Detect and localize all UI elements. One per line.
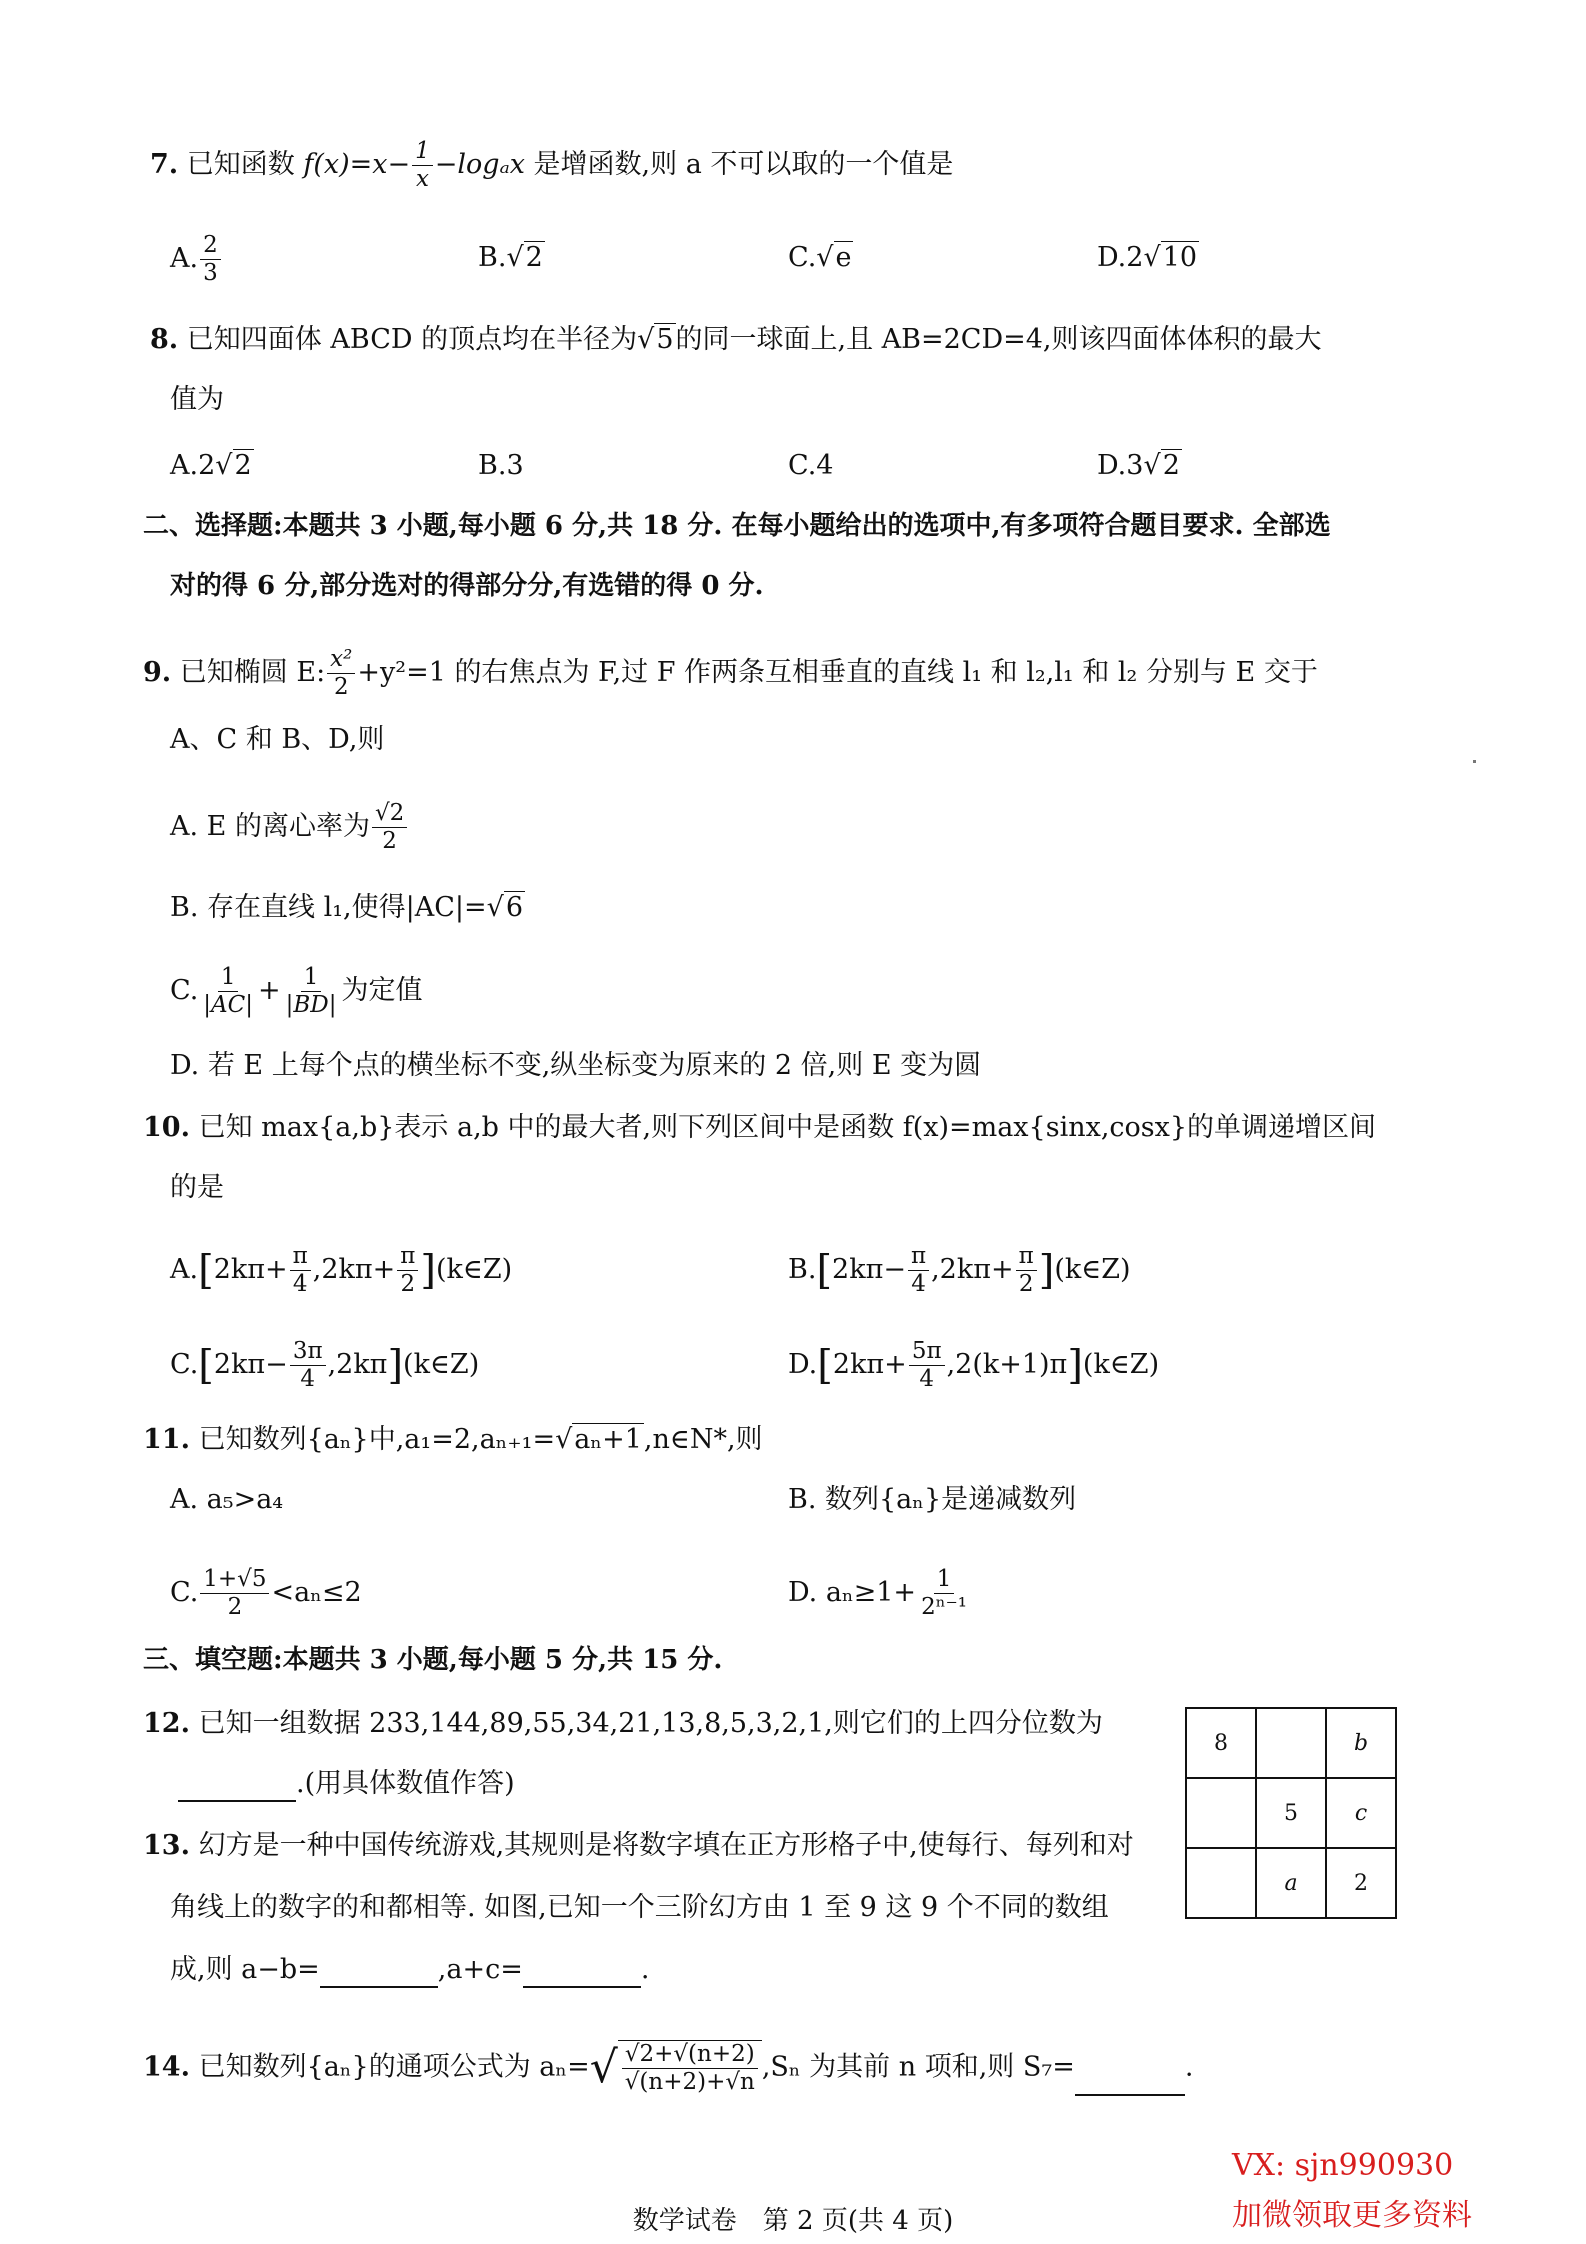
fraction bbox=[283, 964, 340, 1019]
section-heading: 二、选择题:本题共 3 小题,每小题 6 分,共 18 分. 在每小题给出的选项中,有多项符合题目要求. 全部选 bbox=[143, 511, 1331, 541]
math-expression: 2kπ+ bbox=[832, 1349, 907, 1380]
right-bracket: ] bbox=[1038, 1247, 1055, 1294]
grid-cell bbox=[1256, 1708, 1326, 1778]
grid-row bbox=[1186, 1708, 1396, 1778]
option-label: D. bbox=[788, 1349, 818, 1380]
denominator: 4 bbox=[919, 1366, 934, 1392]
fraction bbox=[397, 1243, 418, 1298]
radicand: 5 bbox=[656, 324, 674, 355]
answer-blank[interactable] bbox=[178, 1772, 296, 1802]
radicand: e bbox=[835, 242, 852, 273]
question-text: ,Sₙ 为其前 n 项和,则 S₇= bbox=[761, 2051, 1075, 2083]
question-10-line-2: 的是 bbox=[170, 1172, 224, 1203]
math-expression: −logₐx bbox=[434, 149, 525, 180]
question-text: . bbox=[1184, 2051, 1194, 2083]
question-12-line-2 bbox=[178, 1766, 515, 1802]
option-label: A. bbox=[170, 243, 199, 274]
denominator: |BD| bbox=[285, 992, 337, 1018]
option-label: D. bbox=[1097, 242, 1127, 273]
square-root: √aₙ+1 bbox=[555, 1424, 642, 1455]
question-text: 已知一组数据 233,144,89,55,34,21,13,8,5,3,2,1,则它们的上四分位数为 bbox=[198, 1708, 1103, 1739]
numerator: 1+√5 bbox=[200, 1566, 269, 1594]
numerator: 1 bbox=[218, 964, 239, 992]
denominator: 2 bbox=[400, 1271, 416, 1297]
option-label: D. bbox=[1097, 450, 1127, 481]
grid-cell: c bbox=[1326, 1778, 1396, 1848]
question-9-line-2: A、C 和 B、D,则 bbox=[170, 724, 385, 755]
numerator: π bbox=[1016, 1243, 1037, 1271]
option-d bbox=[788, 1566, 972, 1621]
math-expression: 2kπ+ bbox=[213, 1254, 288, 1285]
numerator: 5π bbox=[909, 1338, 945, 1366]
fraction bbox=[200, 1566, 269, 1621]
fraction bbox=[200, 964, 256, 1019]
section-heading: 三、填空题:本题共 3 小题,每小题 5 分,共 15 分. bbox=[143, 1645, 723, 1675]
math-expression: ,2kπ+ bbox=[312, 1254, 396, 1285]
grid-cell: 2 bbox=[1326, 1848, 1396, 1918]
math-expression: ,2kπ bbox=[327, 1349, 388, 1380]
denominator: 4 bbox=[292, 1271, 308, 1297]
numerator: π bbox=[397, 1243, 418, 1271]
grid-row bbox=[1186, 1778, 1396, 1848]
option-label: B. bbox=[478, 242, 507, 273]
option-a bbox=[170, 800, 409, 855]
option-c bbox=[170, 1338, 479, 1393]
denominator: x bbox=[415, 166, 429, 192]
square-root: √6 bbox=[486, 892, 524, 923]
denominator: 4 bbox=[911, 1271, 926, 1297]
question-text: ,a+c= bbox=[437, 1954, 523, 1985]
question-text: 已知函数 bbox=[186, 149, 295, 180]
question-text: +y²=1 的右焦点为 F,过 F 作两条互相垂直的直线 l₁ 和 l₂,l₁ 和 l₂ 分别与 E 交于 bbox=[357, 657, 1318, 688]
option-d bbox=[1097, 448, 1182, 484]
option-b bbox=[478, 240, 545, 276]
question-number: 13. bbox=[143, 1830, 190, 1861]
math-expression: ,2(k+1)π bbox=[946, 1349, 1068, 1380]
option-a bbox=[170, 232, 223, 287]
question-text: 已知 max{a,b}表示 a,b 中的最大者,则下列区间中是函数 f(x)=max{sinx,cosx}的单调递增区间 bbox=[198, 1112, 1377, 1143]
right-bracket: ] bbox=[1067, 1342, 1083, 1389]
grid-row bbox=[1186, 1848, 1396, 1918]
option-d bbox=[1097, 240, 1199, 276]
option-text: <aₙ≤2 bbox=[271, 1577, 362, 1608]
question-text: 是增函数,则 a 不可以取的一个值是 bbox=[533, 149, 954, 180]
question-text: 已知数列{aₙ}的通项公式为 aₙ= bbox=[198, 2051, 590, 2083]
option-text: A. E 的离心率为 bbox=[170, 811, 370, 842]
option-b bbox=[478, 448, 524, 484]
option-b bbox=[170, 890, 525, 926]
page-footer: 数学试卷 第 2 页(共 4 页) bbox=[632, 2206, 954, 2236]
option-c bbox=[788, 240, 853, 276]
option-c bbox=[170, 964, 422, 1019]
denominator: 2 bbox=[227, 1594, 243, 1620]
square-root: √2 bbox=[506, 242, 543, 273]
numerator: x² bbox=[327, 646, 355, 674]
option-a: A. a₅>a₄ bbox=[170, 1484, 284, 1515]
option-label: C. bbox=[170, 975, 199, 1006]
math-expression: 2kπ− bbox=[832, 1254, 906, 1285]
question-text: 幻方是一种中国传统游戏,其规则是将数字填在正方形格子中,使每行、每列和对 bbox=[198, 1830, 1134, 1861]
radicand: 2 bbox=[234, 450, 252, 481]
option-label: C. bbox=[788, 450, 817, 481]
coefficient: 2 bbox=[198, 450, 216, 481]
square-root: √5 bbox=[637, 324, 674, 355]
coefficient: 3 bbox=[1126, 450, 1144, 481]
option-label: C. bbox=[170, 1577, 199, 1608]
option-b: B. 数列{aₙ}是递减数列 bbox=[788, 1484, 1077, 1515]
question-text: 已知四面体 ABCD 的顶点均在半径为 bbox=[186, 324, 638, 355]
question-12 bbox=[143, 1706, 1103, 1742]
question-text: ,n∈N*,则 bbox=[643, 1424, 763, 1455]
numerator: 2 bbox=[200, 232, 221, 260]
option-d bbox=[788, 1338, 1159, 1393]
numerator: π bbox=[290, 1243, 311, 1271]
right-bracket: ] bbox=[387, 1342, 404, 1389]
grid-cell: b bbox=[1326, 1708, 1396, 1778]
grid-cell: 8 bbox=[1186, 1708, 1256, 1778]
square-root: √10 bbox=[1143, 242, 1198, 273]
square-root: √e bbox=[816, 242, 852, 273]
option-b bbox=[788, 1243, 1131, 1298]
option-label: C. bbox=[788, 242, 817, 273]
option-value: 3 bbox=[506, 450, 524, 481]
radicand: 10 bbox=[1162, 242, 1198, 273]
fraction bbox=[908, 1243, 929, 1298]
square-root: √2 bbox=[215, 450, 252, 481]
option-label: B. bbox=[478, 450, 507, 481]
grid-cell: a bbox=[1256, 1848, 1326, 1918]
question-10 bbox=[143, 1110, 1376, 1146]
radicand: 2 bbox=[1162, 450, 1180, 481]
option-c bbox=[170, 1566, 362, 1621]
denominator: √(n+2)+√n bbox=[624, 2069, 755, 2095]
option-a bbox=[170, 1243, 512, 1298]
fraction bbox=[918, 1566, 970, 1621]
numerator: π bbox=[908, 1243, 929, 1271]
grid-cell bbox=[1186, 1848, 1256, 1918]
scan-speck bbox=[1473, 760, 1476, 763]
option-d: D. 若 E 上每个点的横坐标不变,纵坐标变为原来的 2 倍,则 E 变为圆 bbox=[170, 1050, 982, 1081]
question-number: 10. bbox=[143, 1112, 190, 1143]
question-text: 成,则 a−b= bbox=[170, 1954, 320, 1985]
numerator: 1 bbox=[301, 964, 322, 992]
numerator: √2+√(n+2) bbox=[622, 2041, 758, 2069]
math-expression: f(x)=x− bbox=[303, 149, 411, 180]
magic-square-grid bbox=[1185, 1707, 1397, 1919]
numerator: 3π bbox=[290, 1338, 326, 1366]
numerator: 1 bbox=[934, 1566, 955, 1594]
question-13-line-3 bbox=[170, 1952, 649, 1988]
left-bracket: [ bbox=[198, 1247, 214, 1294]
watermark-slogan: 加微领取更多资料 bbox=[1232, 2198, 1472, 2233]
question-number: 12. bbox=[143, 1708, 190, 1739]
left-bracket: [ bbox=[817, 1342, 833, 1389]
radicand: 6 bbox=[505, 892, 524, 923]
option-value: 4 bbox=[816, 450, 834, 481]
domain-note: (k∈Z) bbox=[1054, 1254, 1131, 1285]
left-bracket: [ bbox=[816, 1247, 833, 1294]
plus-sign: + bbox=[258, 975, 281, 1006]
option-text: 为定值 bbox=[341, 975, 423, 1006]
option-label: A. bbox=[170, 450, 199, 481]
grid-cell: 5 bbox=[1256, 1778, 1326, 1848]
question-text: .(用具体数值作答) bbox=[296, 1768, 515, 1799]
coefficient: 2 bbox=[1126, 242, 1144, 273]
square-root: √2 bbox=[1143, 450, 1180, 481]
fraction bbox=[1016, 1243, 1037, 1298]
question-number: 14. bbox=[143, 2051, 190, 2083]
option-text: D. aₙ≥1+ bbox=[788, 1577, 917, 1608]
question-14 bbox=[143, 2040, 1193, 2096]
denominator: 2ⁿ⁻¹ bbox=[921, 1594, 968, 1620]
question-number: 8. bbox=[150, 324, 179, 355]
answer-blank[interactable] bbox=[1075, 2066, 1185, 2096]
math-expression: 2kπ− bbox=[213, 1349, 288, 1380]
domain-note: (k∈Z) bbox=[435, 1254, 513, 1285]
option-label: A. bbox=[170, 1254, 199, 1285]
denominator: 3 bbox=[203, 260, 218, 286]
fraction bbox=[200, 232, 221, 287]
grid-cell bbox=[1186, 1778, 1256, 1848]
answer-blank[interactable] bbox=[523, 1958, 641, 1988]
denominator: 2 bbox=[1018, 1271, 1034, 1297]
question-8 bbox=[150, 322, 1322, 358]
fraction bbox=[290, 1338, 326, 1393]
question-13 bbox=[143, 1828, 1134, 1864]
question-7 bbox=[150, 138, 953, 193]
option-text: B. 存在直线 l₁,使得|AC|= bbox=[170, 892, 487, 923]
answer-blank[interactable] bbox=[320, 1958, 438, 1988]
question-number: 7. bbox=[150, 149, 179, 180]
fraction bbox=[372, 800, 407, 855]
denominator: |AC| bbox=[203, 992, 253, 1018]
domain-note: (k∈Z) bbox=[403, 1349, 480, 1380]
left-bracket: [ bbox=[198, 1342, 214, 1389]
question-9 bbox=[143, 646, 1318, 701]
numerator: 1 bbox=[412, 138, 433, 166]
section-heading-line-2: 对的得 6 分,部分选对的得部分分,有选错的得 0 分. bbox=[170, 571, 764, 601]
right-bracket: ] bbox=[420, 1247, 436, 1294]
denominator: 2 bbox=[382, 828, 397, 854]
numerator: √2 bbox=[372, 800, 407, 828]
question-number: 9. bbox=[143, 657, 172, 688]
question-text: 已知数列{aₙ}中,a₁=2,aₙ₊₁= bbox=[198, 1424, 556, 1455]
denominator: 2 bbox=[333, 674, 349, 700]
radicand: aₙ+1 bbox=[574, 1424, 642, 1455]
radicand: 2 bbox=[525, 242, 543, 273]
fraction bbox=[622, 2041, 758, 2096]
option-label: B. bbox=[788, 1254, 817, 1285]
question-text: . bbox=[640, 1954, 650, 1985]
option-label: C. bbox=[170, 1349, 199, 1380]
question-number: 11. bbox=[143, 1424, 190, 1455]
fraction bbox=[327, 646, 355, 701]
square-root: √ $\frac{√2+√(n+2)}{√(n+2)+√n}$ bbox=[590, 2040, 762, 2096]
fraction bbox=[412, 138, 433, 193]
math-expression: ,2kπ+ bbox=[931, 1254, 1014, 1285]
watermark-contact: VX: sjn990930 bbox=[1232, 2148, 1454, 2183]
question-11 bbox=[143, 1422, 763, 1458]
fraction bbox=[909, 1338, 945, 1393]
domain-note: (k∈Z) bbox=[1082, 1349, 1160, 1380]
question-13-line-2: 角线上的数字的和都相等. 如图,已知一个三阶幻方由 1 至 9 这 9 个不同的数组 bbox=[170, 1892, 1109, 1923]
option-c bbox=[788, 448, 833, 484]
denominator: 4 bbox=[300, 1366, 315, 1392]
question-text: 已知椭圆 E: bbox=[179, 657, 326, 688]
question-text: 的同一球面上,且 AB=2CD=4,则该四面体体积的最大 bbox=[675, 324, 1322, 355]
fraction bbox=[290, 1243, 311, 1298]
question-8-line-2: 值为 bbox=[170, 384, 224, 415]
option-a bbox=[170, 448, 254, 484]
